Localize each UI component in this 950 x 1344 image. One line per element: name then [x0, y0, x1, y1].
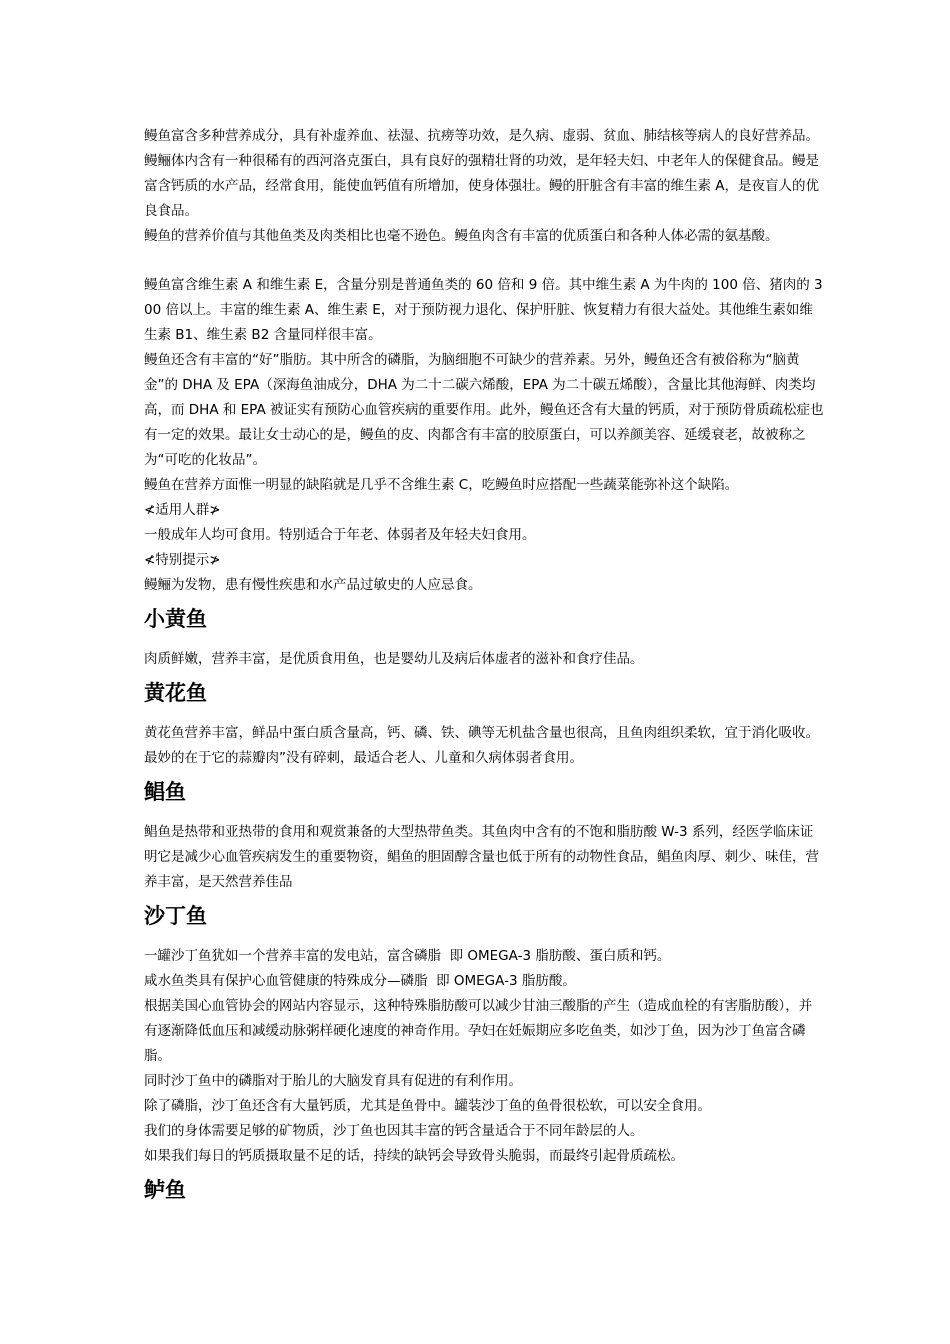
sardine-paragraph-5: 除了磷脂，沙丁鱼还含有大量钙质，尤其是鱼骨中。罐装沙丁鱼的鱼骨很松软，可以安全食用。	[144, 1098, 711, 1114]
small-yellow-fish-paragraph: 肉质鲜嫩，营养丰富，是优质食用鱼，也是婴幼儿及病后体虚者的滋补和食疗佳品。	[144, 651, 644, 667]
yellow-croaker-title: 黄花鱼	[144, 681, 207, 705]
sardine-paragraph-6: 我们的身体需要足够的矿物质，沙丁鱼也因其丰富的钙含量适合于不同年龄层的人。	[144, 1123, 644, 1139]
sardine-paragraph-3: 根据美国心血管协会的网站内容显示，这种特殊脂肪酸可以减少甘油三酸脂的产生（造成血栓的有害脂肪酸），并有逐渐降低血压和减缓动脉粥样硬化速度的神奇作用。孕妇在妊娠期应多吃鱼类，如沙丁鱼，因为沙丁鱼富含磷脂。	[144, 998, 813, 1064]
pomfret-paragraph: 鲳鱼是热带和亚热带的食用和观赏兼备的大型热带鱼类。其鱼肉中含有的不饱和脂肪酸 W-3 系列，经医学临床证明它是减少心血管疾病发生的重要物资，鲳鱼的胆固醇含量也低于所有的动物性食品，鲳鱼肉厚、刺少、味佳，营养丰富，是天然营养佳品	[144, 824, 819, 890]
eel-paragraph-2: 鳗鱼的营养价值与其他鱼类及肉类相比也毫不逊色。鳗鱼肉含有丰富的优质蛋白和各种人体必需的氨基酸。	[144, 228, 779, 244]
eel-tips-heading: ≮特别提示≯	[144, 552, 221, 568]
yellow-croaker-paragraph: 黄花鱼营养丰富，鲜品中蛋白质含量高，钙、磷、铁、碘等无机盐含量也很高，且鱼肉组织柔软，宜于消化吸收。最妙的在于它的蒜瓣肉”没有碎刺，最适合老人、儿童和久病体弱者食用。	[144, 725, 819, 766]
sardine-title: 沙丁鱼	[144, 904, 207, 928]
eel-paragraph-3: 鳗鱼富含维生素 A 和维生素 E，含量分别是普通鱼类的 60 倍和 9 倍。其中维生素 A 为牛肉的 100 倍、猪肉的 300 倍以上。丰富的维生素 A、维生素 E，对于预防视力退化、保护肝脏、恢复精力有很大益处。其他维生素如维生素 B1、维生素 B2 含量同样很丰富。	[144, 277, 823, 343]
pomfret-title: 鲳鱼	[144, 780, 186, 804]
small-yellow-fish-title: 小黄鱼	[144, 607, 207, 631]
sardine-paragraph-1: 一罐沙丁鱼犹如一个营养丰富的发电站，富含磷脂 即 OMEGA-3 脂肪酸、蛋白质和钙。	[144, 948, 671, 964]
sardine-paragraph-2: 咸水鱼类具有保护心血管健康的特殊成分—磷脂 即 OMEGA-3 脂肪酸。	[144, 973, 576, 989]
eel-suitable-heading: ≮适用人群≯	[144, 502, 221, 518]
document-page	[144, 124, 824, 1218]
eel-paragraph-4: 鳗鱼还含有丰富的“好”脂肪。其中所含的磷脂，为脑细胞不可缺少的营养素。另外，鳗鱼还含有被俗称为“脑黄金”的 DHA 及 EPA（深海鱼油成分，DHA 为二十二碳六烯酸，EPA 为二十碳五烯酸），含量比其他海鲜、肉类均高，而 DHA 和 EPA 被证实有预防心血管疾病的重要作用。此外，鳗鱼还含有大量的钙质，对于预防骨质疏松症也有一定的效果。最让女士动心的是，鳗鱼的皮、肉都含有丰富的胶原蛋白，可以养颜美容、延缓衰老，故被称之为“可吃的化妆品”。	[144, 352, 824, 468]
eel-suitable-text: 一般成年人均可食用。特别适合于年老、体弱者及年轻夫妇食用。	[144, 527, 536, 543]
eel-paragraph-1: 鳗鱼富含多种营养成分，具有补虚养血、祛湿、抗痨等功效，是久病、虚弱、贫血、肺结核等病人的良好营养品。鳗鲡体内含有一种很稀有的西河洛克蛋白，具有良好的强精壮肾的功效，是年轻夫妇、中老年人的保健食品。鳗是富含钙质的水产品，经常食用，能使血钙值有所增加，使身体强壮。鳗的肝脏含有丰富的维生素 A，是夜盲人的优良食品。	[144, 128, 820, 219]
blank-line	[144, 249, 824, 273]
eel-paragraph-5: 鳗鱼在营养方面惟一明显的缺陷就是几乎不含维生素 C，吃鳗鱼时应搭配一些蔬菜能弥补这个缺陷。	[144, 477, 739, 493]
eel-tips-text: 鳗鲡为发物，患有慢性疾患和水产品过敏史的人应忌食。	[144, 577, 482, 593]
sardine-paragraph-7: 如果我们每日的钙质摄取量不足的话，持续的缺钙会导致骨头脆弱，而最终引起骨质疏松。	[144, 1148, 684, 1164]
sardine-paragraph-4: 同时沙丁鱼中的磷脂对于胎儿的大脑发育具有促进的有利作用。	[144, 1073, 522, 1089]
perch-title: 鲈鱼	[144, 1178, 186, 1202]
